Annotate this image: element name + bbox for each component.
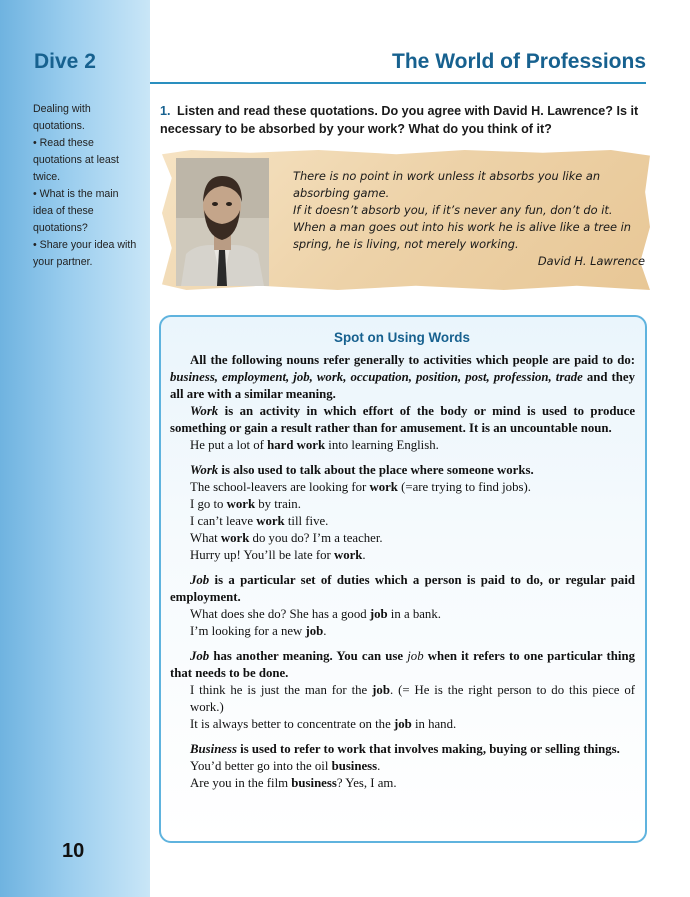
example: I go to work by train. (190, 497, 301, 511)
definition-paragraph (170, 572, 635, 606)
text: is also used to talk about the place where someone works. (218, 463, 534, 477)
example: I can’t leave work till five. (190, 514, 329, 528)
portrait-image-icon (176, 158, 269, 286)
example: Are you in the film business? Yes, I am. (190, 776, 397, 790)
definition-paragraph (170, 403, 635, 437)
box-body (170, 352, 635, 792)
term: Work (190, 404, 219, 418)
page-title: The World of Professions (392, 50, 646, 73)
note-item: • Read these quotations at least twice. (33, 137, 119, 183)
text: has another meaning. You can use (209, 649, 408, 663)
intro-paragraph (170, 352, 635, 403)
note-item: Dealing with quotations. (33, 103, 91, 132)
example: The school-leavers are looking for work (=are trying to find jobs). (190, 480, 531, 494)
dive-label: Dive 2 (34, 50, 96, 73)
example: I’m looking for a new job. (190, 624, 327, 638)
example: You’d better go into the oil business. (190, 759, 381, 773)
example: He put a lot of hard work into learning English. (190, 438, 439, 452)
example: It is always better to concentrate on the job in hand. (190, 717, 457, 731)
quote-author: David H. Lawrence (537, 254, 645, 268)
header-rule (150, 82, 646, 84)
box-title: Spot on Using Words (334, 330, 470, 345)
example: Hurry up! You’ll be late for work. (190, 548, 366, 562)
text: and they all are with a similar meaning. (170, 370, 635, 401)
term: Business (190, 742, 237, 756)
text: when it refers to one particular thing that needs to be done. (170, 649, 635, 680)
task-number: 1. (160, 104, 171, 118)
example: What work do you do? I’m a teacher. (190, 531, 383, 545)
text: is used to refer to work that involves making, buying or selling things. (236, 742, 620, 756)
text: is an activity in which effort of the body or mind is used to produce something or gain a result rather than for amusement. It is an uncountable noun. (170, 404, 635, 435)
quote-line: There is no point in work unless it absorbs you like an absorbing game. (293, 169, 601, 200)
text: is a particular set of duties which a person is paid to do, or regular paid employment. (170, 573, 635, 604)
note-item: • Share your idea with your partner. (33, 239, 137, 268)
example: What does she do? She has a good job in a bank. (190, 607, 441, 621)
text: All the following nouns refer generally to activities which people are paid to do: (190, 353, 635, 367)
note-item: • What is the main idea of these quotations? (33, 188, 119, 234)
quotation (293, 168, 645, 270)
term: Work (190, 463, 219, 477)
term: Job (190, 649, 210, 663)
term: Job (190, 573, 210, 587)
portrait-photo (176, 158, 269, 286)
definition-paragraph (170, 648, 635, 682)
page-number: 10 (62, 840, 85, 862)
task-text: Listen and read these quotations. Do you agree with David H. Lawrence? Is it necessary to be absorbed by your work? What do you think of it? (160, 104, 639, 136)
sidebar-notes (33, 101, 141, 271)
term-list: business, employment, job, work, occupation, position, post, profession, trade (170, 370, 583, 384)
definition-paragraph (170, 741, 635, 758)
quote-line: If it doesn’t absorb you, if it’s never any fun, don’t do it. When a man goes out into his work he is alive like a tree in spring, he is living, not merely working. (293, 203, 632, 251)
example: I think he is just the man for the job. (= He is the right person to do this piece of work.) (190, 683, 636, 714)
task-instruction (160, 102, 650, 138)
term: job (407, 649, 424, 663)
definition-paragraph (170, 462, 635, 479)
